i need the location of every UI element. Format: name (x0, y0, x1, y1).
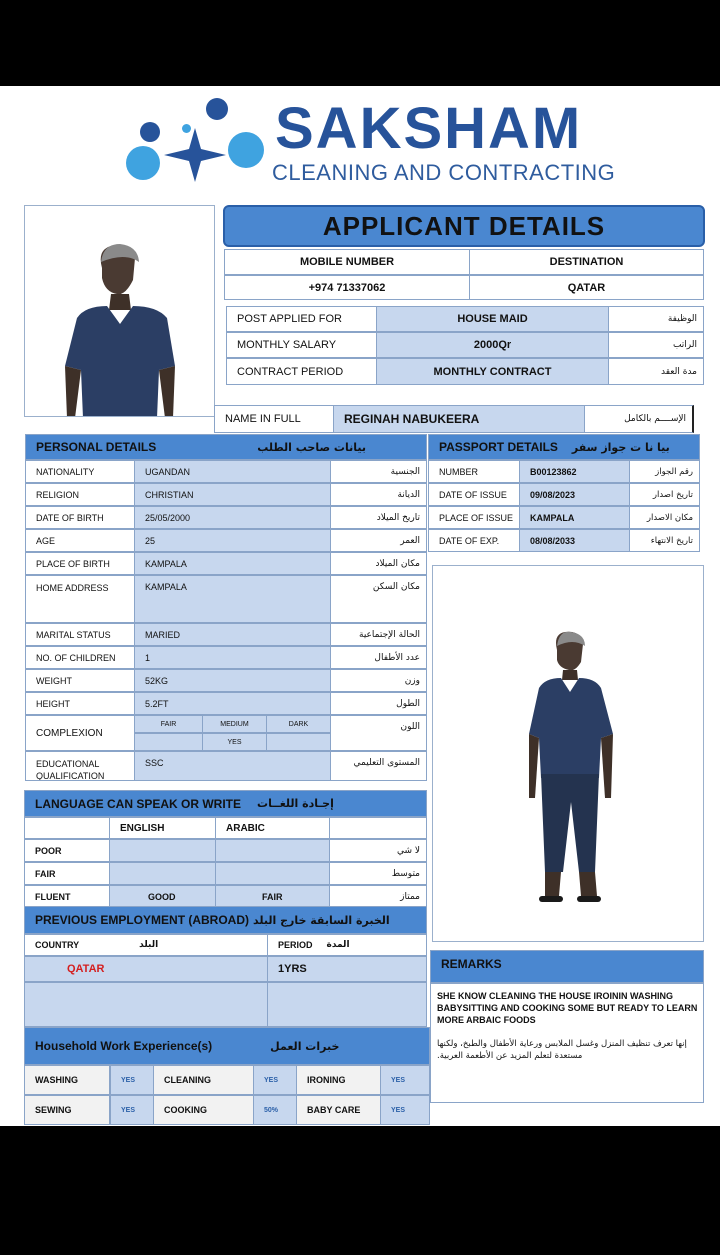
passport-arabic: مكان الاصدار (629, 506, 700, 529)
personal-value: 52KG (134, 669, 331, 692)
language-arabic-value (215, 862, 330, 885)
employment-period-label: PERIOD المدة (267, 934, 427, 956)
salary-value: 2000Qr (376, 332, 609, 358)
passport-label: NUMBER (428, 460, 520, 483)
applicant-portrait (24, 205, 215, 417)
passport-value: 08/08/2033 (519, 529, 630, 552)
complexion-fair-value (134, 733, 203, 751)
passport-value: 09/08/2023 (519, 483, 630, 506)
employment-title: PREVIOUS EMPLOYMENT (ABROAD) (35, 913, 250, 927)
complexion-medium: MEDIUM (202, 715, 267, 733)
language-level: FAIR (24, 862, 110, 885)
personal-label: DATE OF BIRTH (25, 506, 135, 529)
complexion-fair: FAIR (134, 715, 203, 733)
remarks-header: REMARKS (430, 950, 704, 983)
contract-label: CONTRACT PERIOD (226, 358, 377, 385)
language-col-arabic: ARABIC (215, 817, 330, 839)
post-label: POST APPLIED FOR (226, 306, 377, 332)
personal-value: 25 (134, 529, 331, 552)
personal-details-header (25, 434, 427, 460)
personal-value: 1 (134, 646, 331, 669)
language-arabic-value: FAIR (215, 885, 330, 908)
language-level-arabic: ممتاز (329, 885, 427, 908)
passport-arabic: رقم الجواز (629, 460, 700, 483)
personal-details-title: PERSONAL DETAILS (36, 440, 157, 454)
personal-arabic: المستوى التعليمي (330, 751, 427, 781)
household-skill-value: 50% (253, 1095, 297, 1125)
employment-header (24, 906, 427, 934)
employment-blank-right (267, 982, 427, 1027)
brand-subtitle: CLEANING AND CONTRACTING (272, 160, 616, 185)
household-skill: COOKING (153, 1095, 254, 1125)
personal-arabic: الطول (330, 692, 427, 715)
passport-value: KAMPALA (519, 506, 630, 529)
page-title: APPLICANT DETAILS (223, 205, 705, 247)
name-label: NAME IN FULL (214, 405, 334, 433)
household-skill-value: YES (380, 1065, 430, 1095)
personal-value: SSC (134, 751, 331, 781)
personal-label: RELIGION (25, 483, 135, 506)
language-col-blank (329, 817, 427, 839)
household-skill-value: YES (110, 1095, 154, 1125)
remarks-text-english: SHE KNOW CLEANING THE HOUSE IROININ WASHING BABYSITTING AND COOKING SOME BUT READY TO LEARN MORE ARBAIC FOODS (437, 991, 698, 1025)
post-value: HOUSE MAID (376, 306, 609, 332)
personal-label: AGE (25, 529, 135, 552)
household-skill: BABY CARE (296, 1095, 381, 1125)
employment-country-value: QATAR (24, 956, 268, 982)
employment-title-arabic: الخبرة السابقة خارج البلد (253, 913, 390, 927)
personal-label: HEIGHT (25, 692, 135, 715)
language-level-arabic: متوسط (329, 862, 427, 885)
passport-details-title-arabic: بيا نا ت جواز سفر (571, 440, 670, 454)
destination-label: DESTINATION (469, 249, 704, 275)
employment-period-arabic: المدة (326, 940, 350, 950)
household-title-arabic: خبرات العمل (270, 1039, 340, 1053)
personal-label: EDUCATIONAL QUALIFICATION (25, 751, 135, 781)
passport-arabic: تاريخ الانتهاء (629, 529, 700, 552)
logo-dot-icon (228, 132, 264, 168)
household-header (24, 1027, 430, 1065)
personal-arabic: تاريخ الميلاد (330, 506, 427, 529)
personal-arabic: الجنسية (330, 460, 427, 483)
personal-value: KAMPALA (134, 552, 331, 575)
passport-label: PLACE OF ISSUE (428, 506, 520, 529)
personal-label: NATIONALITY (25, 460, 135, 483)
personal-arabic: الديانة (330, 483, 427, 506)
language-arabic-value (215, 839, 330, 862)
complexion-selected: YES (202, 733, 267, 751)
employment-country-arabic: البلد (139, 940, 159, 950)
passport-label: DATE OF ISSUE (428, 483, 520, 506)
personal-value: 25/05/2000 (134, 506, 331, 529)
personal-value: CHRISTIAN (134, 483, 331, 506)
employment-blank-left (24, 982, 268, 1027)
language-header (24, 790, 427, 817)
personal-label: COMPLEXION (25, 715, 135, 751)
household-skill: IRONING (296, 1065, 381, 1095)
passport-label: DATE OF EXP. (428, 529, 520, 552)
language-col-english: ENGLISH (109, 817, 216, 839)
complexion-dark-value (266, 733, 331, 751)
language-english-value: GOOD (109, 885, 216, 908)
name-arabic: الإســــم بالكامل (584, 405, 694, 433)
language-corner (24, 817, 110, 839)
personal-value: 5.2FT (134, 692, 331, 715)
language-level: FLUENT (24, 885, 110, 908)
language-title: LANGUAGE CAN SPEAK OR WRITE (35, 796, 242, 811)
employment-country-label: COUNTRY البلد (24, 934, 268, 956)
logo-dot-icon (140, 122, 160, 142)
household-skill-value: YES (110, 1065, 154, 1095)
personal-value: MARIED (134, 623, 331, 646)
personal-label: MARITAL STATUS (25, 623, 135, 646)
passport-arabic: تاريخ اصدار (629, 483, 700, 506)
personal-arabic: الحالة الإجتماعية (330, 623, 427, 646)
remarks-text-arabic: إنها تعرف تنظيف المنزل وغسل الملابس ورعاية الأطفال والطبخ، ولكنها مستعدة لتعلم المزيد عن الأطعمة العربية. (437, 1039, 687, 1061)
passport-value: B00123862 (519, 460, 630, 483)
household-skill: CLEANING (153, 1065, 254, 1095)
personal-arabic: مكان السكن (330, 575, 427, 623)
personal-label: NO. OF CHILDREN (25, 646, 135, 669)
employment-period-value: 1YRS (267, 956, 427, 982)
applicant-document (0, 86, 720, 1126)
salary-arabic: الراتب (608, 332, 704, 358)
personal-arabic: عدد الأطفال (330, 646, 427, 669)
household-skill: WASHING (24, 1065, 110, 1095)
household-title: Household Work Experience(s) (35, 1039, 213, 1053)
contract-arabic: مدة العقد (608, 358, 704, 385)
household-skill-value: YES (253, 1065, 297, 1095)
mobile-value: +974 71337062 (224, 275, 470, 300)
personal-details-title-arabic: بيانات صاحب الطلب (257, 440, 366, 454)
passport-details-header (428, 434, 700, 460)
logo-dot-icon (206, 98, 228, 120)
language-level-arabic: لا شي (329, 839, 427, 862)
contract-value: MONTHLY CONTRACT (376, 358, 609, 385)
remarks-box (430, 983, 704, 1103)
personal-arabic: اللون (330, 715, 427, 751)
household-skill: SEWING (24, 1095, 110, 1125)
household-skill-value: YES (380, 1095, 430, 1125)
salary-label: MONTHLY SALARY (226, 332, 377, 358)
mobile-label: MOBILE NUMBER (224, 249, 470, 275)
name-value: REGINAH NABUKEERA (333, 405, 585, 433)
personal-label: WEIGHT (25, 669, 135, 692)
personal-arabic: وزن (330, 669, 427, 692)
personal-value: KAMPALA (134, 575, 331, 623)
language-english-value (109, 839, 216, 862)
sparkle-icon (162, 126, 228, 184)
personal-label: PLACE OF BIRTH (25, 552, 135, 575)
personal-label: HOME ADDRESS (25, 575, 135, 623)
logo-dot-icon (126, 146, 160, 180)
language-title-arabic: إجـادة اللغــات (257, 797, 334, 810)
brand-title: SAKSHAM (275, 96, 583, 161)
post-arabic: الوظيفة (608, 306, 704, 332)
complexion-dark: DARK (266, 715, 331, 733)
personal-arabic: مكان الميلاد (330, 552, 427, 575)
personal-value: UGANDAN (134, 460, 331, 483)
destination-value: QATAR (469, 275, 704, 300)
personal-arabic: العمر (330, 529, 427, 552)
language-english-value (109, 862, 216, 885)
passport-details-title: PASSPORT DETAILS (439, 440, 558, 454)
applicant-full-body-photo (432, 565, 704, 942)
language-level: POOR (24, 839, 110, 862)
